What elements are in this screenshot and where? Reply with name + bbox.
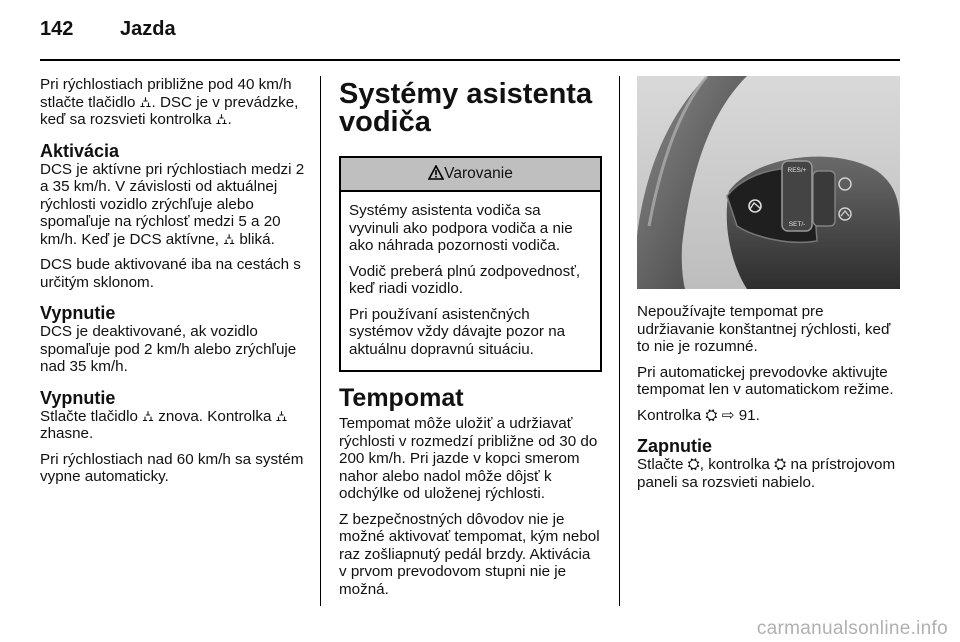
deactivation-paragraph-3: Pri rýchlostiach nad 60 km/h sa systém vypne automaticky. <box>40 450 304 485</box>
warning-body <box>341 192 600 370</box>
warning-paragraph-2: Vodič preberá plnú zodpovednosť, keď riadi vozidlo. <box>349 262 581 297</box>
warning-triangle-icon <box>428 165 444 180</box>
page-number: 142 <box>40 18 74 40</box>
column-divider-1 <box>320 76 321 606</box>
activation-paragraph-1: DCS je aktívne pri rýchlostiach medzi 2 a 35 km/h. V závislosti od aktuálnej rýchlosti vozidlo zrýchľuje alebo spomaľuje na rýchlosť medzi 5 a 20 km/h. Keď je DCS aktívne, ⛼ bliká. <box>40 160 305 248</box>
warning-header <box>341 158 600 192</box>
page-header <box>40 14 900 54</box>
column-middle <box>339 80 602 606</box>
section-title-line-1: Systémy asistenta <box>339 78 593 110</box>
section-title <box>339 80 602 136</box>
heading-switch-on: Zapnutie <box>637 436 712 456</box>
cruise-note-paragraph-3: Kontrolka ⛭ ⇨ 91. <box>637 406 760 424</box>
heading-cruise-control: Tempomat <box>339 384 464 412</box>
deactivation-paragraph-1: DCS je deaktivované, ak vozidlo spomaľuje pod 2 km/h alebo zrýchľuje nad 35 km/h. <box>40 323 297 375</box>
res-label: RES/+ <box>787 167 807 174</box>
steering-wheel-illustration <box>637 76 900 289</box>
heading-deactivation-2: Vypnutie <box>40 387 116 408</box>
column-right <box>637 303 905 499</box>
column-divider-2 <box>619 76 620 606</box>
heading-activation: Aktivácia <box>40 140 120 161</box>
cruise-paragraph-1: Tempomat môže uložiť a udržiavať rýchlosti v rozmedzí približne od 30 do 200 km/h. Pri jazde v kopci smerom nahor alebo nadol môže dôjsť k odchýlke od uloženej rýchlosti. <box>339 415 598 502</box>
section-title-line-2: vodiča <box>339 106 431 138</box>
header-rule <box>40 59 900 61</box>
column-left <box>40 76 305 494</box>
warning-paragraph-1: Systémy asistenta vodiča sa vyvinuli ako podpora vodiča a nie ako náhrada pozornosti vodiča. <box>349 202 573 254</box>
cruise-paragraph-2: Z bezpečnostných dôvodov nie je možné aktivovať tempomat, kým nebol raz zošliapnutý pedál brzdy. Aktivácia v prvom prevodovom stupni nie je možná. <box>339 510 600 598</box>
switch-on-paragraph: Stlačte ⛭, kontrolka ⛭ na prístrojovom paneli sa rozsvieti nabielo. <box>637 456 896 491</box>
steering-wheel-controls-icon <box>637 76 900 289</box>
warning-paragraph-3: Pri používaní asistenčných systémov vždy dávajte pozor na aktuálnu dopravnú situáciu. <box>349 305 566 358</box>
intro-paragraph: Pri rýchlostiach približne pod 40 km/h stlačte tlačidlo ⛼. DSC je v prevádzke, keď sa rozsvieti kontrolka ⛼. <box>40 76 299 128</box>
set-label: SET/- <box>788 221 806 228</box>
chapter-title: Jazda <box>120 18 176 40</box>
warning-label: Varovanie <box>444 165 513 182</box>
cruise-note-paragraph-2: Pri automatickej prevodovke aktivujte tempomat len v automatickom režime. <box>637 363 894 398</box>
warning-box <box>339 156 602 372</box>
cruise-note-paragraph-1: Nepoužívajte tempomat pre udržiavanie konštantnej rýchlosti, keď to nie je rozumné. <box>637 303 891 355</box>
deactivation-paragraph-2: Stlačte tlačidlo ⛼ znova. Kontrolka ⛼ zhasne. <box>40 407 288 442</box>
watermark: carmanualsonline.info <box>756 618 948 639</box>
heading-deactivation-1: Vypnutie <box>40 303 116 323</box>
activation-paragraph-2: DCS bude aktivované iba na cestách s určitým sklonom. <box>40 256 301 291</box>
